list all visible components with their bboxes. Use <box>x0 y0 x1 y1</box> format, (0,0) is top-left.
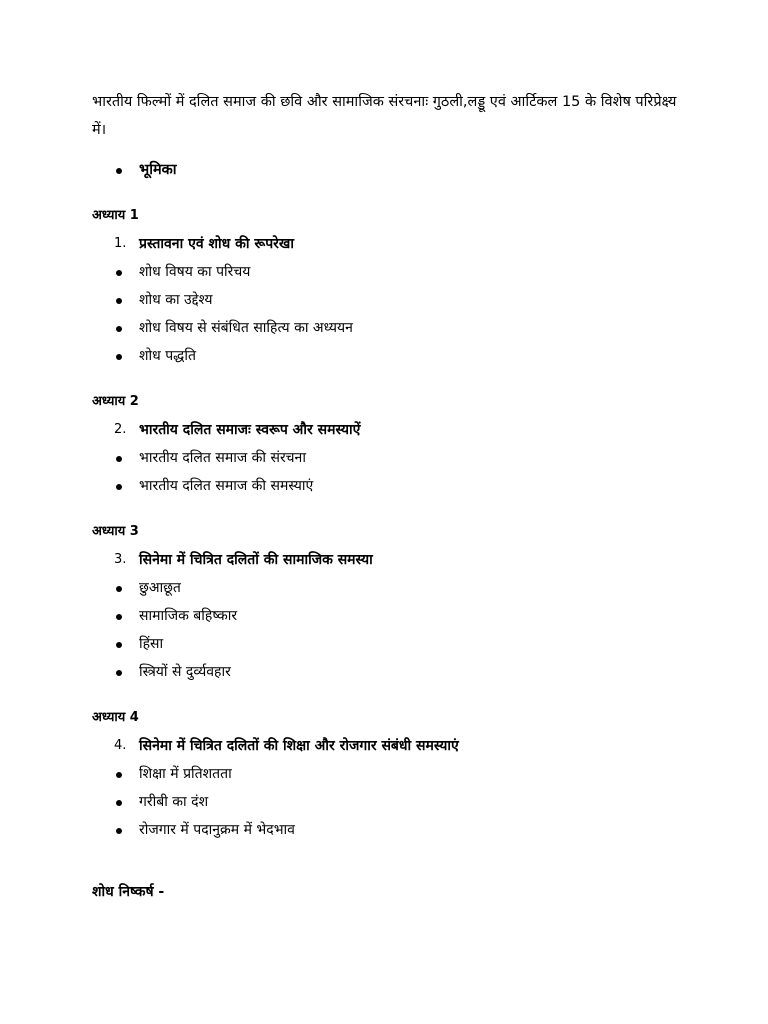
document-page <box>92 88 692 920</box>
chapter-number: 4. <box>114 738 127 753</box>
chapter-list <box>92 230 692 370</box>
chapter-heading <box>92 230 692 258</box>
list-item: सामाजिक बहिष्कार <box>92 602 692 630</box>
intro-list <box>92 156 692 184</box>
list-item: हिंसा <box>92 630 692 658</box>
list-item: शिक्षा में प्रतिशतता <box>92 760 692 788</box>
list-item: भारतीय दलित समाज की समस्याएं <box>92 472 692 500</box>
chapter-heading-text: प्रस्तावना एवं शोध की रूपरेखा <box>139 236 294 252</box>
chapter-heading <box>92 732 692 760</box>
list-item: गरीबी का दंश <box>92 788 692 816</box>
chapter-label: अध्याय 3 <box>92 524 139 539</box>
document-title: भारतीय फिल्मों में दलित समाज की छवि और सामाजिक संरचनाः गुठली,लड्डू एवं आर्टिकल 15 के विशेष परिप्रेक्ष्य में। <box>92 94 677 138</box>
chapter-label: अध्याय 1 <box>92 208 139 223</box>
conclusion-heading: शोध निष्कर्ष - <box>92 884 165 900</box>
chapter-heading <box>92 416 692 444</box>
list-item: छुआछूत <box>92 574 692 602</box>
chapter-heading-text: सिनेमा में चित्रित दलितों की सामाजिक समस्या <box>139 552 373 568</box>
list-item: रोजगार में पदानुक्रम में भेदभाव <box>92 816 692 844</box>
chapter-1 <box>92 202 692 370</box>
chapter-2 <box>92 388 692 500</box>
list-item: स्त्रियों से दुर्व्यवहार <box>92 658 692 686</box>
chapter-3 <box>92 518 692 686</box>
chapter-number: 1. <box>114 236 127 251</box>
chapter-label: अध्याय 2 <box>92 394 139 409</box>
chapter-label: अध्याय 4 <box>92 710 139 725</box>
chapter-list <box>92 732 692 844</box>
chapter-list <box>92 546 692 686</box>
chapter-list <box>92 416 692 500</box>
intro-item: भूमिका <box>92 156 692 184</box>
chapter-heading-text: भारतीय दलित समाजः स्वरूप और समस्याऐं <box>139 422 361 438</box>
chapter-number: 3. <box>114 552 127 567</box>
list-item: शोध विषय से संबंधित साहित्य का अध्ययन <box>92 314 692 342</box>
list-item: भारतीय दलित समाज की संरचना <box>92 444 692 472</box>
chapter-heading <box>92 546 692 574</box>
list-item: शोध विषय का परिचय <box>92 258 692 286</box>
list-item: शोध पद्धति <box>92 342 692 370</box>
chapter-4 <box>92 704 692 844</box>
list-item: शोध का उद्देश्य <box>92 286 692 314</box>
chapter-number: 2. <box>114 422 127 437</box>
chapter-heading-text: सिनेमा में चित्रित दलितों की शिक्षा और रोजगार संबंधी समस्याएं <box>139 738 459 754</box>
